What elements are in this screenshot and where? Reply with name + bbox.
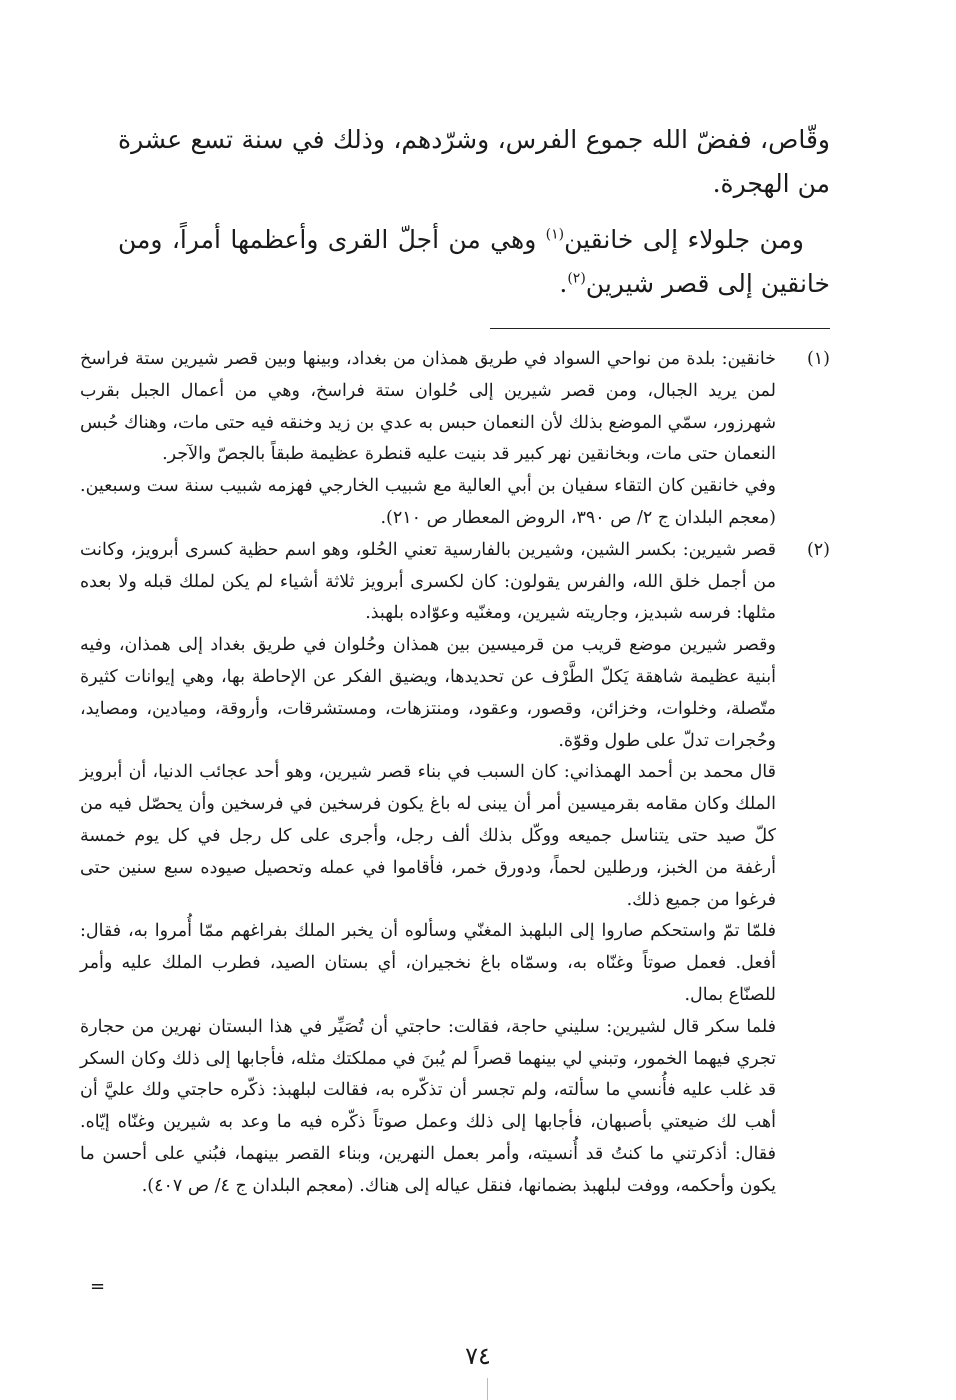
footnote-reference-2[interactable]: (٢) [567, 270, 586, 287]
footnote-number: (٢) [806, 539, 830, 560]
main-text [118, 118, 830, 318]
footnote-paragraph: وفي خانقين كان التقاء سفيان بن أبي العالية مع شبيب الخارجي فهزمه شبيب سنة ست وسبعين. (معجم البلدان ج ٢/ ص ٣٩٠، الروض المعطار ص ٢١٠). [80, 476, 776, 528]
main-paragraph-1: وقّاص، ففضّ الله جموع الفرس، وشرّدهم، وذلك في سنة تسع عشرة من الهجرة. [118, 125, 830, 198]
footnote-separator [490, 328, 830, 329]
footnote-number: (١) [806, 349, 830, 369]
main-paragraph-2-part-2: وهي من أجلّ القرى وأعظمها أمراً، ومن خانقين إلى قصر شيرين [118, 225, 830, 298]
continuation-mark: = [90, 1276, 106, 1297]
main-paragraph-2-part-3: . [559, 269, 568, 298]
binding-edge-mark [487, 1378, 488, 1400]
footnote-paragraph: قال محمد بن أحمد الهمذاني: كان السبب في بناء قصر شيرين، وهو أحد عجائب الدنيا، أن أبرويز الملك وكان مقامه بقرميسين أمر أن يبنى له باغ يكون فرسخين في فرسخين وأن يحصّل فيه من كلّ صيد حتى يتناسل جميعه ووكّل بذلك ألف رجل، وأجرى على كل رجل في كل يوم خمسة أرغفة من الخبز، ورطلين لحماً، ودورق خمر، فأقاموا في عمله وتحصيل صيوده سبع سنين حتى فرغوا من جميع ذلك. [80, 762, 776, 910]
footnote-paragraph: فلما سكر قال لشيرين: سليني حاجة، فقالت: حاجتي أن تُصَيِّر في هذا البستان نهرين من حجارة تجري فيهما الخمور، وتبني لي بينهما قصراً لم يُبنَ في مملكتك مثله، فأجابها إلى ذلك وكان السكر قد غلب عليه فأُنسي ما سألته، ولم تجسر أن تذكّره به، فقالت لبلهبذ: ذكّره حاجتي ولك عليَّ أن أهب لك ضيعتي بأصبهان، فأجابها إلى ذلك وعمل صوتاً ذكّره فيه ما وعد به شيرين وغنّاه إيّاه. فقال: أذكرتني ما كنتُ قد أُنسيته، وأمر بعمل النهرين، وبناء القصر بينهما، فبُني على أحسن ما يكون وأحكمه، ووفت لبلهبذ بضمانها، فنقل عياله إلى هناك. (معجم البلدان ج ٤/ ص ٤٠٧). [80, 1016, 776, 1196]
footnote-paragraph: وقصر شيرين موضع قريب من قرميسين بين همذان وحُلوان في طريق بغداد إلى همذان، وفيه أبنية عظيمة شاهقة يَكلّ الطَّرْف عن تحديدها، ويضيق الفكر عن الإحاطة بها، وهي إيوانات كثيرة متّصلة، وخلوات، وخزائن، وقصور، وعقود، ومنتزهات، ومستشرقات، وأروقة، وميادين، ومصايد، وحُجرات تدلّ على طول وقوّة. [80, 635, 776, 751]
footnote-paragraph: خانقين: بلدة من نواحي السواد في طريق همذان من بغداد، وبينها وبين قصر شيرين ستة فراسخ لمن يريد الجبال، ومن قصر شيرين إلى حُلوان ستة فراسخ، وهي من أعمال الجبل بقرب شهرزور، سمّي الموضع بذلك لأن النعمان حبس به عدي بن زيد وخنقه فيه حتى مات، وهناك حُبس النعمان حتى مات، وبخانقين نهر كبير قد بنيت عليه قنطرة عظيمة طبقاً بالجصّ والآجر. [80, 349, 776, 465]
footnote-1 [80, 344, 830, 535]
footnote-paragraph: قصر شيرين: بكسر الشين، وشيرين بالفارسية تعني الحُلو، وهو اسم حظية كسرى أبرويز، وكانت من أجمل خلق الله، والفرس يقولون: كان لكسرى أبرويز ثلاثة أشياء لم يكن لملك قبله ولا بعده مثلها: فرسه شبديز، وجاريته شيرين، ومغنّيه وعوّاده بلهبذ. [80, 539, 776, 624]
main-paragraph-2 [118, 218, 830, 306]
page-number: ٧٤ [465, 1342, 491, 1370]
footnote-paragraph: فلمّا تمّ واستحكم صاروا إلى البلهبذ المغنّي وسألوه أن يخبر الملك بفراغهم ممّا أُمروا به، فقال: أفعل. فعمل صوتاً وغنّاه به، وسمّاه باغ نخجيران، أي بستان الصيد، فطرب الملك عليه وأمر للصنّاع بمال. [80, 921, 776, 1005]
footnotes [80, 344, 830, 1203]
main-paragraph-2-part-1: ومن جلولاء إلى خانقين [564, 225, 804, 254]
footnote-2 [80, 535, 830, 1203]
footnote-reference-1[interactable]: (١) [545, 226, 565, 243]
